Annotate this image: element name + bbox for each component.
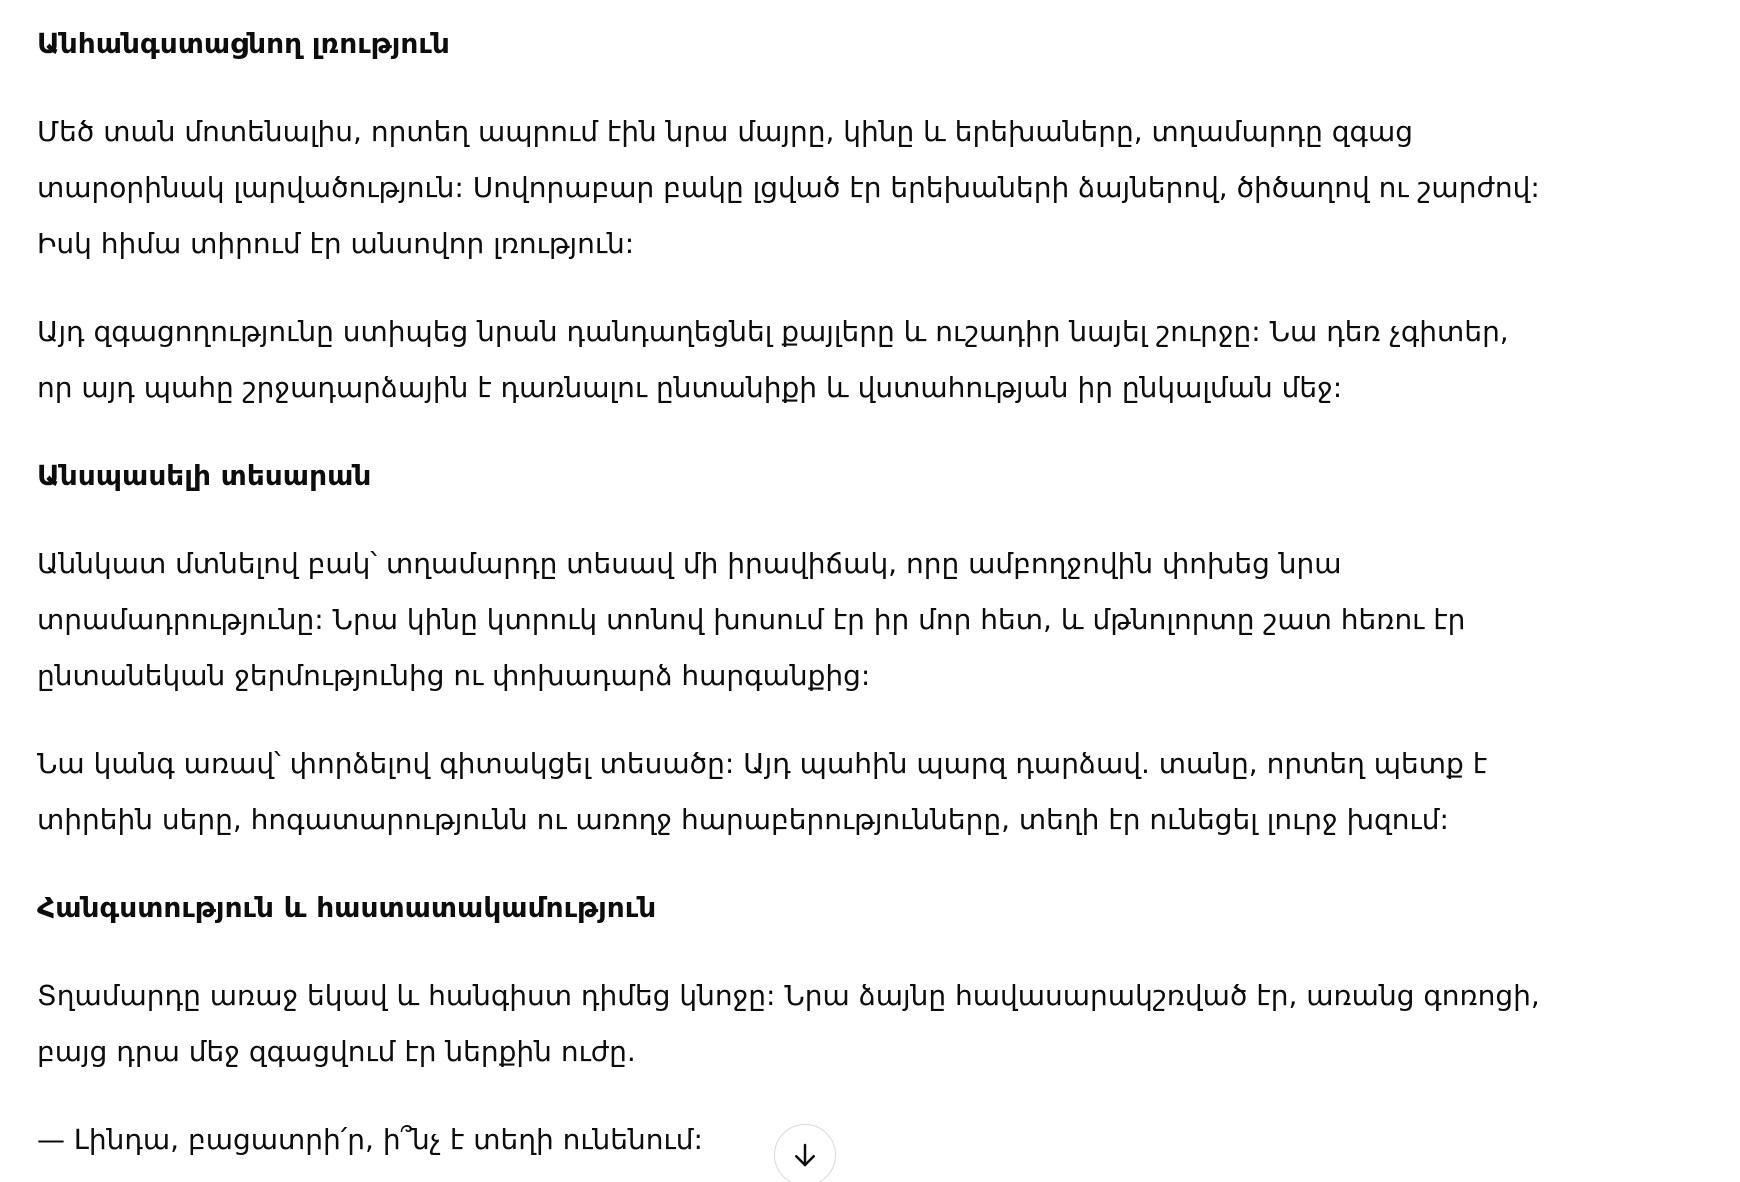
scroll-to-bottom-button[interactable] [774,1124,836,1182]
paragraph [37,736,1637,848]
paragraph-line: Այդ զգացողությունը ստիպեց նրան դանդաղեցնել քայլերը և ուշադիր նայել շուրջը: Նա դեռ չգիտեր, [37,315,1509,348]
paragraph-line: տիրեին սերը, հոգատարությունն ու առողջ հարաբերությունները, տեղի էր ունեցել լուրջ խզում: [37,803,1449,836]
paragraph-line: տարօրինակ լարվածություն: Սովորաբար բակը լցված էր երեխաների ձայներով, ծիծաղով ու շարժով: [37,171,1540,204]
paragraph-line: որ այդ պահը շրջադարձային է դառնալու ընտանիքի և վստահության իր ընկալման մեջ: [37,371,1343,404]
arrow-down-icon [790,1140,820,1170]
paragraph-line: Նա կանգ առավ՝ փորձելով գիտակցել տեսածը: Այդ պահին պարզ դարձավ. տանը, որտեղ պետք է [37,747,1488,780]
paragraph [37,536,1637,704]
paragraph [37,968,1637,1080]
paragraph-line: ընտանեկան ջերմությունից ու փոխադարձ հարգանքից: [37,659,871,692]
paragraph [37,304,1637,416]
paragraph [37,1112,1637,1168]
paragraph-line: տրամադրությունը: Նրա կինը կտրուկ տոնով խոսում էր իր մոր հետ, և մթնոլորտը շատ հեռու էր [37,603,1466,636]
dialogue-line: — Լինդա, բացատրի՛ր, ի՞նչ է տեղի ունենում: [37,1123,703,1156]
paragraph-line: Մեծ տան մոտենալիս, որտեղ ապրում էին նրա մայրը, կինը և երեխաները, տղամարդը զգաց [37,115,1413,148]
paragraph-line: բայց դրա մեջ զգացվում էր ներքին ուժը. [37,1035,636,1068]
section-heading: Անսպասելի տեսարան [37,459,372,492]
section-heading: Հանգստություն և հաստատակամություն [37,891,657,924]
paragraph-line: Աննկատ մտնելով բակ՝ տղամարդը տեսավ մի իրավիճակ, որը ամբողջովին փոխեց նրա [37,547,1342,580]
paragraph-line: Իսկ հիմա տիրում էր անսովոր լռություն: [37,227,635,260]
paragraph [37,104,1637,272]
article [37,16,1637,1182]
section-heading: Անհանգստացնող լռություն [37,27,450,60]
paragraph-line: Տղամարդը առաջ եկավ և հանգիստ դիմեց կնոջը: Նրա ձայնը հավասարակշռված էր, առանց գոռոցի, [37,979,1540,1012]
